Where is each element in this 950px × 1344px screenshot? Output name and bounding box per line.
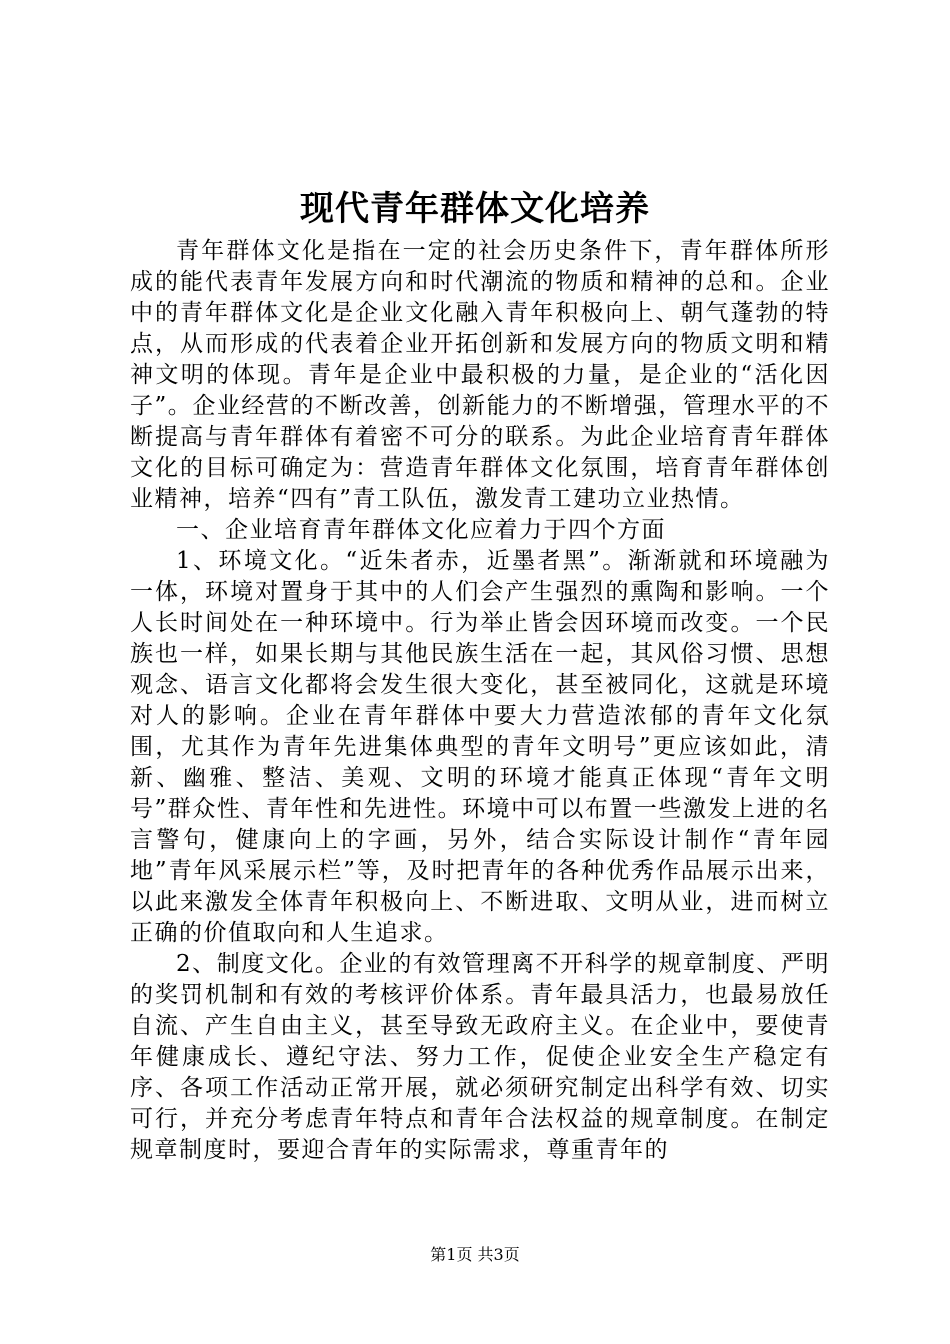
document-title: 现代青年群体文化培养 bbox=[300, 189, 650, 229]
document-body bbox=[130, 236, 830, 1166]
paragraph-intro: 青年群体文化是指在一定的社会历史条件下，青年群体所形成的能代表青年发展方向和时代潮流的物质和精神的总和。企业中的青年群体文化是企业文化融入青年积极向上、朝气蓬勃的特点，从而形成的代表着企业开拓创新和发展方向的物质文明和精神文明的体现。青年是企业中最积极的力量，是企业的“活化因子”。企业经营的不断改善，创新能力的不断增强，管理水平的不断提高与青年群体有着密不可分的联系。为此企业培育青年群体文化的目标可确定为：营造青年群体文化氛围，培育青年群体创业精神，培养“四有”青工队伍，激发青工建功立业热情。 bbox=[130, 238, 830, 512]
page-number-footer: 第1页 共3页 bbox=[430, 1245, 520, 1264]
paragraph-section-heading: 一、企业培育青年群体文化应着力于四个方面 bbox=[176, 517, 666, 543]
paragraph-institution-culture: 2、制度文化。企业的有效管理离不开科学的规章制度、严明的奖罚机制和有效的考核评价体系。青年最具活力，也最易放任自流、产生自由主义，甚至导致无政府主义。在企业中，要使青年健康成长、遵纪守法、努力工作，促使企业安全生产稳定有序、各项工作活动正常开展，就必须研究制定出科学有效、切实可行，并充分考虑青年特点和青年合法权益的规章制度。在制定规章制度时，要迎合青年的实际需求，尊重青年的 bbox=[130, 951, 830, 1163]
paragraph-environment-culture: 1、环境文化。“近朱者赤，近墨者黑”。渐渐就和环境融为一体，环境对置身于其中的人们会产生强烈的熏陶和影响。一个人长时间处在一种环境中。行为举止皆会因环境而改变。一个民族也一样，如果长期与其他民族生活在一起，其风俗习惯、思想观念、语言文化都将会发生很大变化，甚至被同化，这就是环境对人的影响。企业在青年群体中要大力营造浓郁的青年文化氛围，尤其作为青年先进集体典型的青年文明号”更应该如此，清新、幽雅、整洁、美观、文明的环境才能真正体现“青年文明号”群众性、青年性和先进性。环境中可以布置一些激发上进的名言警句，健康向上的字画，另外，结合实际设计制作“青年园地”青年风采展示栏”等，及时把青年的各种优秀作品展示出来，以此来激发全体青年积极向上、不断进取、文明从业，进而树立正确的价值取向和人生追求。 bbox=[130, 548, 830, 946]
